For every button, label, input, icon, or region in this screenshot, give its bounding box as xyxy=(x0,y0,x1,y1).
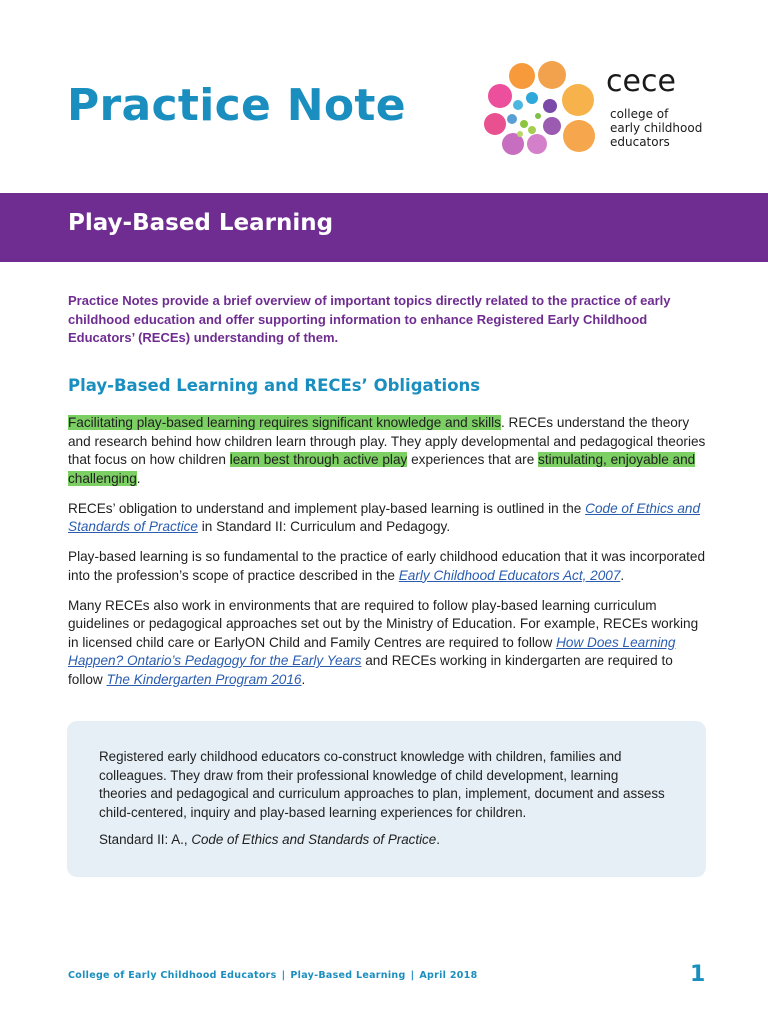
logo-subtitle xyxy=(610,107,702,149)
text: experiences that are xyxy=(407,452,539,467)
quote-citation xyxy=(99,831,669,850)
paragraph-4 xyxy=(68,597,710,690)
footer-separator: | xyxy=(410,970,415,981)
highlight: learn best through active play xyxy=(229,452,408,467)
page-footer xyxy=(68,970,477,981)
footer-org: College of Early Childhood Educators xyxy=(68,970,277,981)
quote-text: Registered early childhood educators co-construct knowledge with children, families and colleagues. They draw from their professional knowledge of child development, learning theories and pedagogical and curriculum approaches to plan, implement, document and assess child-centered, inquiry and play-based learning experiences for children. xyxy=(99,749,665,820)
highlight: Facilitating play-based learning requires significant knowledge and skills xyxy=(68,415,501,430)
text: Many RECEs also work in environments that are required to follow play-based learning curriculum guidelines or pedagogical approaches set out by the Ministry of Education. For example, RECEs working in licensed child care or EarlyON Child and Family Centres are required to follow xyxy=(68,597,699,650)
citation-title: Code of Ethics and Standards of Practice xyxy=(191,832,437,847)
highlight: stimulating, enjoyable and challenging xyxy=(68,452,696,486)
text: Play-based learning is so fundamental to the practice of early childhood education that it was incorporated into the profession’s scope of practice described in the xyxy=(68,549,706,583)
topic-banner xyxy=(0,193,768,262)
footer-separator: | xyxy=(281,970,286,981)
paragraph-1 xyxy=(68,414,710,488)
text: and RECEs working in kindergarten are required to follow xyxy=(68,653,673,687)
section-heading: Play-Based Learning and RECEs’ Obligations xyxy=(68,376,481,395)
logo-subtitle-line: college of xyxy=(610,107,669,121)
logo-wordmark: cece xyxy=(606,64,676,99)
citation-prefix: Standard II: A., xyxy=(99,832,192,847)
standard-quote-box xyxy=(67,721,706,877)
text: in Standard II: Curriculum and Pedagogy. xyxy=(197,519,451,534)
section-body xyxy=(68,414,710,701)
logo-subtitle-line: early childhood xyxy=(610,121,703,135)
text: . xyxy=(136,470,141,486)
text: RECEs’ obligation to understand and implement play-based learning is outlined in the xyxy=(68,500,586,516)
circles-logo-icon xyxy=(482,58,606,158)
footer-doc: Play-Based Learning xyxy=(290,970,406,981)
paragraph-2 xyxy=(68,500,710,537)
logo-subtitle-line: educators xyxy=(610,135,670,149)
how-does-learning-happen-link[interactable]: How Does Learning Happen? Ontario’s Pedagogy for the Early Years xyxy=(68,634,676,668)
ece-act-link[interactable]: Early Childhood Educators Act, 2007 xyxy=(398,567,621,583)
page-number: 1 xyxy=(690,962,706,987)
code-of-ethics-link[interactable]: Code of Ethics and Standards of Practice xyxy=(68,500,701,534)
document-title: Practice Note xyxy=(67,80,406,131)
kindergarten-program-link[interactable]: The Kindergarten Program 2016 xyxy=(106,671,302,687)
text: . xyxy=(301,671,306,687)
text: . RECEs understand the theory and research behind how children learn through play. They apply developmental and pedagogical theories that focus on how children xyxy=(68,415,706,467)
citation-suffix: . xyxy=(436,832,440,847)
intro-paragraph: Practice Notes provide a brief overview of important topics directly related to the practice of early childhood education and offer supporting information to enhance Registered Early Childhood Educators’ (RECEs) understanding of them. xyxy=(68,293,671,345)
footer-date: April 2018 xyxy=(419,970,478,981)
cece-logo xyxy=(482,58,704,158)
topic-title: Play-Based Learning xyxy=(68,210,334,236)
paragraph-3 xyxy=(68,548,710,585)
text: . xyxy=(620,567,625,583)
